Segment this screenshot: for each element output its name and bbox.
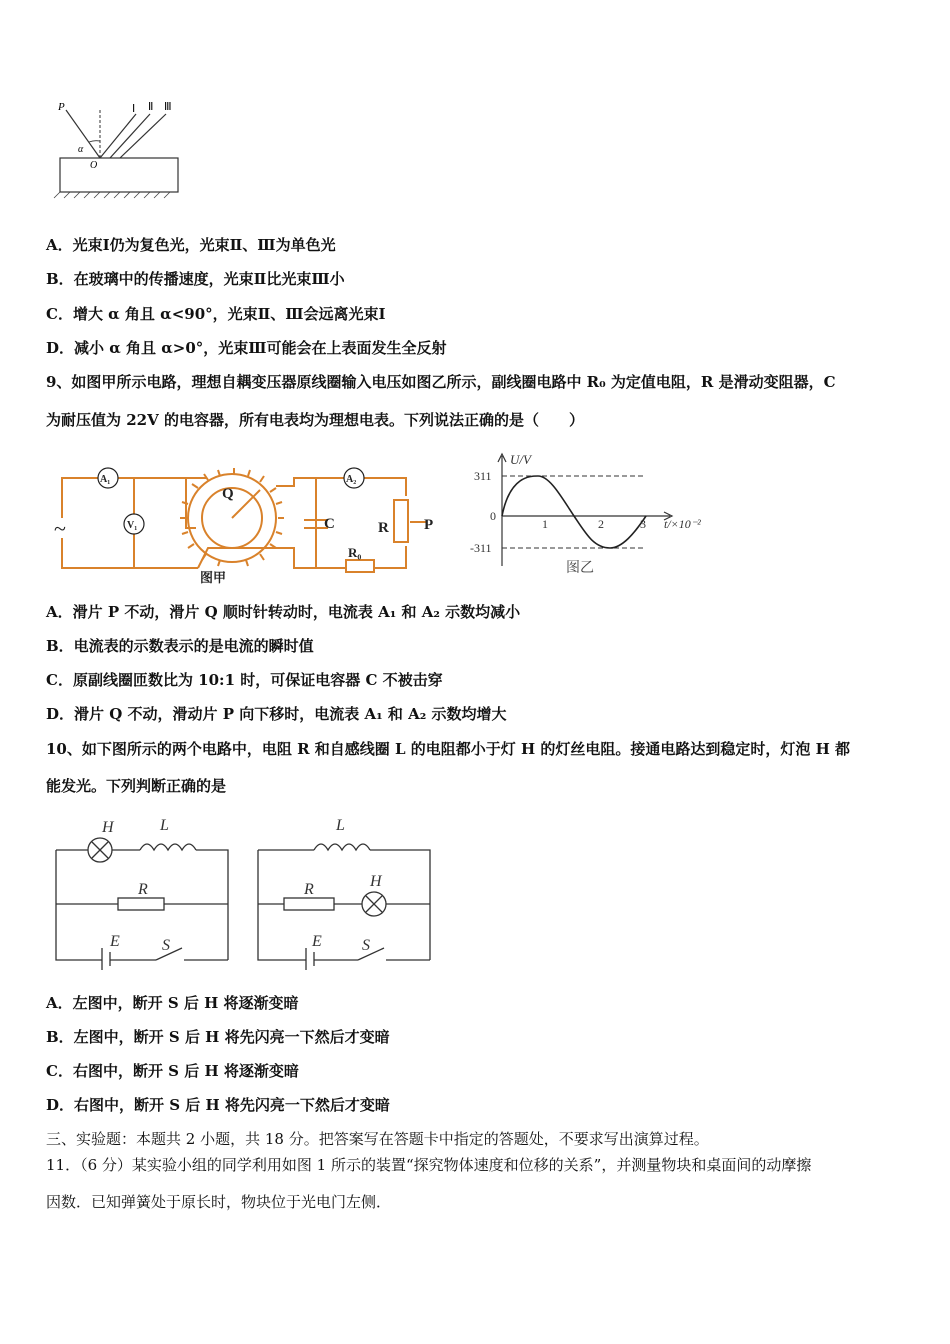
axis-xlabel: t/×10⁻²	[664, 517, 701, 531]
left-label-r: R	[138, 881, 148, 898]
axis-ylabel: U/V	[510, 452, 531, 467]
ac-source-symbol: ~	[54, 516, 66, 541]
inductor-circuit-left	[48, 812, 244, 972]
q9-stem-line2: 为耐压值为 22V 的电容器，所有电表均为理想电表。下列说法正确的是（ ）	[46, 411, 584, 429]
label-c: C	[324, 516, 335, 532]
right-label-l: L	[336, 817, 345, 834]
q10-option-a: A．左图中，断开 S 后 H 将逐渐变暗	[46, 994, 299, 1012]
tick-311: 311	[474, 469, 492, 483]
label-o: O	[90, 160, 98, 171]
label-q: Q	[222, 486, 234, 502]
q10-option-d: D．右图中，断开 S 后 H 将先闪亮一下然后才变暗	[46, 1096, 390, 1114]
tick-2: 2	[598, 517, 604, 531]
q9-option-b: B．电流表的示数表示的是电流的瞬时值	[46, 637, 314, 655]
label-p: P	[58, 101, 65, 113]
left-label-h: H	[102, 819, 114, 836]
ammeter-a1: A₁	[100, 474, 111, 485]
label-p-slider: P	[424, 517, 434, 533]
right-label-s: S	[362, 937, 370, 954]
label-alpha: α	[78, 144, 84, 155]
label-beam-1: Ⅰ	[132, 103, 136, 115]
inductor-circuit-right	[252, 812, 440, 972]
tick-neg311: -311	[470, 541, 492, 555]
left-label-l: L	[160, 817, 169, 834]
label-r0: R₀	[348, 545, 362, 560]
q8-option-d: D．减小 α 角且 α>0°，光束Ⅲ可能会在上表面发生全反射	[46, 339, 447, 357]
label-beam-2: Ⅱ	[148, 101, 154, 113]
q9-option-d: D．滑片 Q 不动，滑动片 P 向下移时，电流表 A₁ 和 A₂ 示数均增大	[46, 705, 507, 723]
voltage-waveform	[466, 450, 716, 580]
right-label-h: H	[370, 873, 382, 890]
q10-stem-line1: 10、如下图所示的两个电路中，电阻 R 和自感线圈 L 的电阻都小于灯 H 的灯丝电阻。接通电路达到稳定时，灯泡 H 都	[46, 740, 851, 758]
q10-stem-line2: 能发光。下列判断正确的是	[46, 777, 227, 795]
q11-line2: 因数．已知弹簧处于原长时，物块位于光电门左侧．	[46, 1193, 392, 1211]
voltmeter-v1: V₁	[127, 520, 138, 531]
q9-option-c: C．原副线圈匝数比为 10:1 时，可保证电容器 C 不被击穿	[46, 671, 443, 689]
refraction-diagram	[44, 96, 194, 206]
label-r: R	[378, 520, 389, 536]
tick-3: 3	[640, 517, 646, 531]
left-label-e: E	[110, 933, 120, 950]
q8-option-b: B．在玻璃中的传播速度，光束Ⅱ比光束Ⅲ小	[46, 270, 345, 288]
right-label-e: E	[312, 933, 322, 950]
tick-0: 0	[490, 509, 496, 523]
right-label-r: R	[304, 881, 314, 898]
tick-1: 1	[542, 517, 548, 531]
q11-line1: 11．（6 分）某实验小组的同学利用如图 1 所示的装置“探究物体速度和位移的关系”，并测量物块和桌面间的动摩擦	[46, 1156, 812, 1174]
q8-option-c: C．增大 α 角且 α<90°，光束Ⅱ、Ⅲ会远离光束Ⅰ	[46, 305, 386, 323]
transformer-circuit	[48, 456, 448, 588]
label-beam-3: Ⅲ	[164, 101, 172, 113]
q8-option-a: A．光束Ⅰ仍为复色光，光束Ⅱ、Ⅲ为单色光	[46, 236, 336, 254]
q10-option-c: C．右图中，断开 S 后 H 将逐渐变暗	[46, 1062, 299, 1080]
caption-yi: 图乙	[566, 561, 594, 576]
left-label-s: S	[162, 937, 170, 954]
section-3-heading: 三、实验题：本题共 2 小题，共 18 分。把答案写在答题卡中指定的答题处，不要求写出演算过程。	[46, 1130, 709, 1148]
q9-stem-line1: 9、如图甲所示电路，理想自耦变压器原线圈输入电压如图乙所示，副线圈电路中 R₀ 为定值电阻，R 是滑动变阻器，C	[46, 373, 836, 391]
q9-option-a: A．滑片 P 不动，滑片 Q 顺时针转动时，电流表 A₁ 和 A₂ 示数均减小	[46, 603, 521, 621]
caption-jia: 图甲	[200, 570, 227, 585]
ammeter-a2: A₂	[346, 474, 357, 485]
q10-option-b: B．左图中，断开 S 后 H 将先闪亮一下然后才变暗	[46, 1028, 390, 1046]
